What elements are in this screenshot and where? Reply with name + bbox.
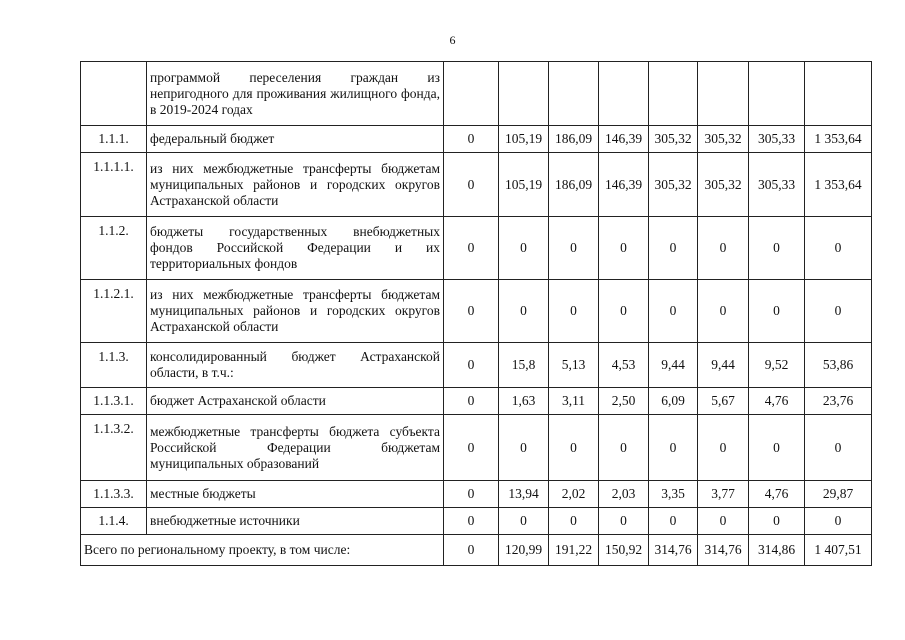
value-cell: 0 (549, 217, 599, 280)
value-cell: 0 (499, 415, 549, 481)
value-cell: 105,19 (499, 126, 549, 153)
total-row (81, 535, 872, 566)
value-cell: 0 (749, 415, 805, 481)
row-code: 1.1.3.3. (81, 481, 147, 508)
value-cell: 2,50 (599, 388, 649, 415)
total-value-cell: 120,99 (499, 535, 549, 566)
value-cell: 186,09 (549, 153, 599, 217)
value-cell: 0 (749, 508, 805, 535)
row-name: местные бюджеты (147, 481, 444, 508)
value-cell (444, 62, 499, 126)
page-number: 6 (449, 33, 456, 47)
value-cell: 0 (805, 280, 872, 343)
value-cell: 9,44 (649, 343, 698, 388)
value-cell: 0 (444, 388, 499, 415)
value-cell: 1,63 (499, 388, 549, 415)
value-cell: 146,39 (599, 126, 649, 153)
total-value-cell: 314,76 (698, 535, 749, 566)
row-code: 1.1.4. (81, 508, 147, 535)
row-name: консолидированный бюджет Астраханской области, в т.ч.: (147, 343, 444, 388)
value-cell: 9,44 (698, 343, 749, 388)
value-cell: 0 (649, 217, 698, 280)
value-cell: 186,09 (549, 126, 599, 153)
value-cell: 0 (805, 508, 872, 535)
table-row (81, 481, 872, 508)
value-cell: 0 (499, 508, 549, 535)
total-value-cell: 314,76 (649, 535, 698, 566)
value-cell: 15,8 (499, 343, 549, 388)
table-row (81, 388, 872, 415)
value-cell: 0 (444, 481, 499, 508)
value-cell: 0 (549, 280, 599, 343)
table-row (81, 508, 872, 535)
row-name: программой переселения граждан из непригодного для проживания жилищного фонда, в 2019-2024 годах (147, 62, 444, 126)
value-cell (499, 62, 549, 126)
table-row (81, 280, 872, 343)
value-cell: 0 (444, 217, 499, 280)
total-value-cell: 1 407,51 (805, 535, 872, 566)
value-cell: 1 353,64 (805, 153, 872, 217)
value-cell: 4,76 (749, 388, 805, 415)
table-row (81, 62, 872, 126)
value-cell: 305,32 (649, 126, 698, 153)
row-code: 1.1.1.1. (81, 153, 147, 217)
value-cell: 3,77 (698, 481, 749, 508)
value-cell: 305,33 (749, 153, 805, 217)
value-cell: 0 (444, 343, 499, 388)
value-cell: 305,33 (749, 126, 805, 153)
value-cell: 0 (805, 415, 872, 481)
value-cell (749, 62, 805, 126)
value-cell: 0 (649, 415, 698, 481)
value-cell: 3,11 (549, 388, 599, 415)
value-cell: 0 (698, 415, 749, 481)
value-cell: 29,87 (805, 481, 872, 508)
row-name: внебюджетные источники (147, 508, 444, 535)
table-row (81, 415, 872, 481)
total-value-cell: 0 (444, 535, 499, 566)
value-cell: 53,86 (805, 343, 872, 388)
row-name: бюджет Астраханской области (147, 388, 444, 415)
value-cell: 0 (698, 508, 749, 535)
value-cell: 2,02 (549, 481, 599, 508)
value-cell: 0 (599, 415, 649, 481)
value-cell: 0 (444, 126, 499, 153)
total-value-cell: 150,92 (599, 535, 649, 566)
value-cell (549, 62, 599, 126)
value-cell: 0 (444, 280, 499, 343)
value-cell: 0 (499, 280, 549, 343)
value-cell: 0 (599, 280, 649, 343)
value-cell: 9,52 (749, 343, 805, 388)
value-cell: 0 (499, 217, 549, 280)
value-cell: 0 (444, 508, 499, 535)
total-value-cell: 314,86 (749, 535, 805, 566)
value-cell: 1 353,64 (805, 126, 872, 153)
value-cell: 0 (749, 217, 805, 280)
value-cell: 5,13 (549, 343, 599, 388)
value-cell: 13,94 (499, 481, 549, 508)
value-cell: 2,03 (599, 481, 649, 508)
value-cell (649, 62, 698, 126)
value-cell: 0 (649, 280, 698, 343)
value-cell: 4,76 (749, 481, 805, 508)
row-code: 1.1.1. (81, 126, 147, 153)
table-row (81, 126, 872, 153)
value-cell: 0 (599, 508, 649, 535)
value-cell (698, 62, 749, 126)
table-row (81, 217, 872, 280)
budget-table (80, 61, 872, 566)
row-name: межбюджетные трансферты бюджета субъекта Российской Федерации бюджетам муниципальных образований (147, 415, 444, 481)
table-row (81, 343, 872, 388)
value-cell: 105,19 (499, 153, 549, 217)
total-label: Всего по региональному проекту, в том числе: (81, 535, 444, 566)
table-row (81, 153, 872, 217)
value-cell: 4,53 (599, 343, 649, 388)
value-cell: 146,39 (599, 153, 649, 217)
value-cell: 0 (444, 153, 499, 217)
value-cell: 0 (698, 280, 749, 343)
value-cell: 0 (805, 217, 872, 280)
value-cell: 0 (549, 508, 599, 535)
value-cell: 6,09 (649, 388, 698, 415)
value-cell: 0 (599, 217, 649, 280)
row-code: 1.1.2.1. (81, 280, 147, 343)
row-code: 1.1.3.1. (81, 388, 147, 415)
value-cell: 3,35 (649, 481, 698, 508)
row-name: федеральный бюджет (147, 126, 444, 153)
value-cell (805, 62, 872, 126)
value-cell: 305,32 (698, 153, 749, 217)
value-cell: 0 (698, 217, 749, 280)
value-cell: 0 (649, 508, 698, 535)
value-cell: 5,67 (698, 388, 749, 415)
row-code: 1.1.2. (81, 217, 147, 280)
value-cell: 23,76 (805, 388, 872, 415)
value-cell: 0 (444, 415, 499, 481)
value-cell: 305,32 (649, 153, 698, 217)
total-value-cell: 191,22 (549, 535, 599, 566)
row-code: 1.1.3. (81, 343, 147, 388)
row-name: бюджеты государственных внебюджетных фондов Российской Федерации и их территориальных фондов (147, 217, 444, 280)
row-name: из них межбюджетные трансферты бюджетам муниципальных районов и городских округов Астраханской области (147, 153, 444, 217)
value-cell: 305,32 (698, 126, 749, 153)
value-cell (599, 62, 649, 126)
row-code (81, 62, 147, 126)
value-cell: 0 (549, 415, 599, 481)
row-name: из них межбюджетные трансферты бюджетам муниципальных районов и городских округов Астраханской области (147, 280, 444, 343)
value-cell: 0 (749, 280, 805, 343)
row-code: 1.1.3.2. (81, 415, 147, 481)
